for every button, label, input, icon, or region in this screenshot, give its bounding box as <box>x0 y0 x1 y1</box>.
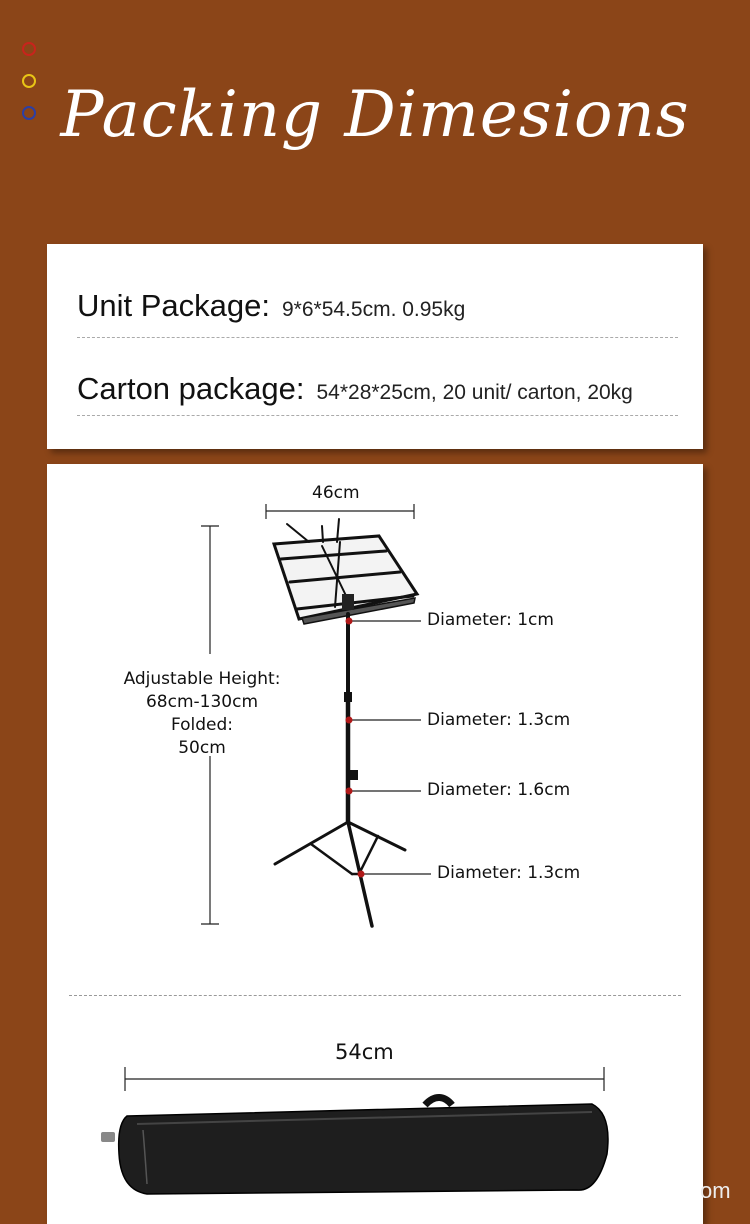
diameter-label-4: Diameter: 1.3cm <box>437 863 581 883</box>
unit-package-label: Unit Package: <box>77 288 270 323</box>
watermark-text: om <box>700 1178 731 1203</box>
bag-length-label: 54cm <box>335 1040 394 1064</box>
adjustable-height-label: Adjustable Height: <box>123 669 281 689</box>
section-divider <box>69 995 681 996</box>
diameter-label-3: Diameter: 1.6cm <box>427 780 571 800</box>
dimensions-card <box>47 464 703 1224</box>
bag-length-dimension-line <box>125 1067 604 1091</box>
diameter-label-1: Diameter: 1cm <box>427 610 554 630</box>
unit-package-row <box>77 288 678 338</box>
height-info <box>102 668 302 760</box>
red-circle-icon <box>22 42 36 56</box>
package-info-card <box>47 244 703 449</box>
folded-value: 50cm <box>178 738 226 758</box>
carton-package-label: Carton package: <box>77 371 305 406</box>
page-title: Packing Dimesions <box>60 78 690 152</box>
adjustable-height-value: 68cm-130cm <box>145 692 259 712</box>
unit-package-value: 9*6*54.5cm. 0.95kg <box>282 298 466 321</box>
diameter-leader-lines <box>349 621 431 874</box>
width-label: 46cm <box>312 483 360 503</box>
carry-bag-image <box>101 1097 608 1194</box>
carton-package-row <box>77 371 678 416</box>
diameter-label-2: Diameter: 1.3cm <box>427 710 571 730</box>
dimension-drawing <box>47 464 703 1224</box>
width-dimension-line <box>266 504 414 519</box>
carton-package-value: 54*28*25cm, 20 unit/ carton, 20kg <box>316 381 633 404</box>
folded-label: Folded: <box>170 715 234 735</box>
